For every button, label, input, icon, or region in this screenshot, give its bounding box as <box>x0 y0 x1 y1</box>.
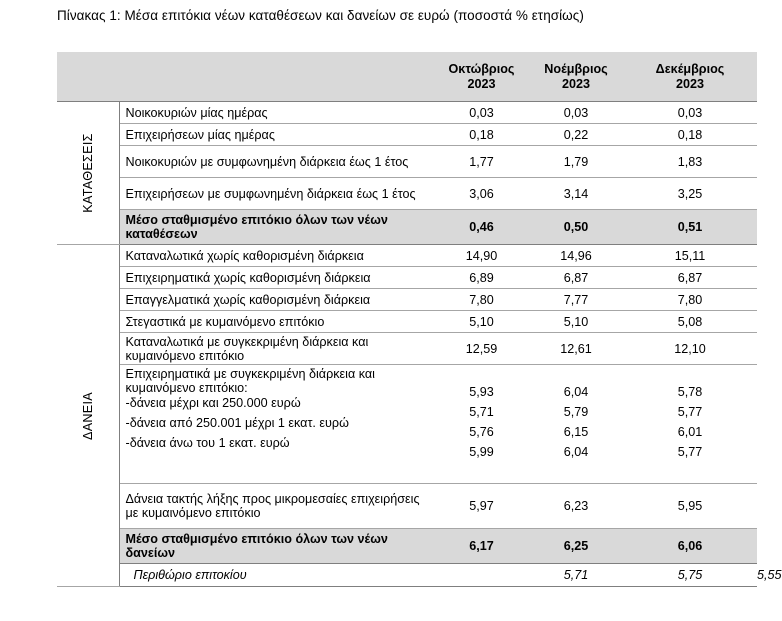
header-row <box>57 52 757 102</box>
cell-value: 6,06 <box>623 529 757 564</box>
cell-value: 5,77 <box>677 445 703 459</box>
block-values-october <box>434 365 529 484</box>
row-label: Περιθώριο επιτοκίου <box>119 564 529 587</box>
row-label: Νοικοκυριών μίας ημέρας <box>119 102 434 124</box>
cell-value: 6,01 <box>677 425 703 439</box>
cell-value: 6,87 <box>529 267 623 289</box>
cell-value: 6,23 <box>529 484 623 529</box>
cell-value: 5,76 <box>469 425 494 439</box>
cell-value: 14,96 <box>529 245 623 267</box>
cell-value: 5,79 <box>563 405 589 419</box>
row-label: Επιχειρηματικά χωρίς καθορισμένη διάρκεια <box>119 267 434 289</box>
row-label: Νοικοκυριών με συμφωνημένη διάρκεια έως 1 έτος <box>119 146 434 178</box>
cell-value: 5,10 <box>434 311 529 333</box>
cell-value: 5,93 <box>469 385 494 399</box>
cell-value: 0,51 <box>623 210 757 245</box>
rates-table <box>57 52 782 587</box>
table-row <box>57 484 757 529</box>
table-row <box>57 245 757 267</box>
table-row <box>57 311 757 333</box>
row-label: Καταναλωτικά με συγκεκριμένη διάρκεια και κυμαινόμενο επιτόκιο <box>119 333 434 365</box>
cell-value: 6,25 <box>529 529 623 564</box>
row-label: Καταναλωτικά χωρίς καθορισμένη διάρκεια <box>119 245 434 267</box>
section-label-loans: ΔΑΝΕΙΑ <box>57 245 119 587</box>
cell-value: 1,83 <box>623 146 757 178</box>
row-label: Επιχειρήσεων μίας ημέρας <box>119 124 434 146</box>
cell-value: 0,03 <box>623 102 757 124</box>
cell-value: 7,80 <box>623 289 757 311</box>
column-header-november: Νοέμβριος 2023 <box>529 52 623 102</box>
table-row <box>57 124 757 146</box>
cell-value: 15,11 <box>623 245 757 267</box>
cell-value: 0,03 <box>529 102 623 124</box>
cell-value: 6,04 <box>563 385 589 399</box>
cell-value: 7,77 <box>529 289 623 311</box>
cell-value: 5,75 <box>623 564 757 587</box>
cell-value: 3,14 <box>529 178 623 210</box>
block-values-december <box>623 365 757 484</box>
cell-value: 5,71 <box>469 405 494 419</box>
cell-value: 12,59 <box>434 333 529 365</box>
sub-row-label: -δάνεια από 250.001 μέχρι 1 εκατ. ευρώ <box>125 416 349 430</box>
cell-value: 12,61 <box>529 333 623 365</box>
sub-row-label: -δάνεια μέχρι και 250.000 ευρώ <box>125 396 301 410</box>
cell-value: 0,50 <box>529 210 623 245</box>
cell-value: 5,71 <box>529 564 623 587</box>
cell-value: 5,08 <box>623 311 757 333</box>
cell-value: 1,79 <box>529 146 623 178</box>
cell-value: 14,90 <box>434 245 529 267</box>
row-label: Στεγαστικά με κυμαινόμενο επιτόκιο <box>119 311 434 333</box>
cell-value: 3,25 <box>623 178 757 210</box>
average-row-deposits <box>57 210 757 245</box>
business-loans-block <box>57 365 757 484</box>
table-row <box>57 333 757 365</box>
cell-value: 0,46 <box>434 210 529 245</box>
block-labels <box>119 365 434 484</box>
interest-margin-row: Περιθώριο επιτοκίου 5,71 5,75 5,55 <box>57 564 757 587</box>
cell-value: 5,78 <box>677 385 703 399</box>
cell-value: 0,18 <box>623 124 757 146</box>
row-label: Επαγγελματικά χωρίς καθορισμένη διάρκεια <box>119 289 434 311</box>
cell-value: 7,80 <box>434 289 529 311</box>
column-header-december: Δεκέμβριος 2023 <box>623 52 757 102</box>
cell-value: 5,99 <box>469 445 494 459</box>
sub-row-label: -δάνεια άνω του 1 εκατ. ευρώ <box>125 436 290 450</box>
row-label: Δάνεια τακτής λήξης προς μικρομεσαίες επιχειρήσεις με κυμαινόμενο επιτόκιο <box>119 484 434 529</box>
cell-value: 6,89 <box>434 267 529 289</box>
block-values-november <box>529 365 623 484</box>
cell-value: 5,77 <box>677 405 703 419</box>
average-row-loans <box>57 529 757 564</box>
table-row <box>57 146 757 178</box>
table-row <box>57 178 757 210</box>
cell-value: 0,22 <box>529 124 623 146</box>
cell-value: 5,95 <box>623 484 757 529</box>
cell-value: 1,77 <box>434 146 529 178</box>
row-label: Μέσο σταθμισμένο επιτόκιο όλων των νέων καταθέσεων <box>119 210 434 245</box>
table-title: Πίνακας 1: Μέσα επιτόκια νέων καταθέσεων και δανείων σε ευρώ (ποσοστά % ετησίως) <box>57 8 584 23</box>
table-row <box>57 102 757 124</box>
cell-value: 3,06 <box>434 178 529 210</box>
cell-value: 5,97 <box>434 484 529 529</box>
cell-value: 12,10 <box>623 333 757 365</box>
table-row <box>57 289 757 311</box>
cell-value: 6,15 <box>563 425 589 439</box>
table-row <box>57 267 757 289</box>
row-label: Επιχειρηματικά με συγκεκριμένη διάρκεια και κυμαινόμενο επιτόκιο: <box>125 367 375 395</box>
cell-value: 0,03 <box>434 102 529 124</box>
column-header-october: Οκτώβριος 2023 <box>434 52 529 102</box>
cell-value: 5,10 <box>529 311 623 333</box>
row-label: Μέσο σταθμισμένο επιτόκιο όλων των νέων δανείων <box>119 529 434 564</box>
cell-value: 6,17 <box>434 529 529 564</box>
section-label-deposits: ΚΑΤΑΘΕΣΕΙΣ <box>57 102 119 245</box>
cell-value: 0,18 <box>434 124 529 146</box>
cell-value: 6,87 <box>623 267 757 289</box>
cell-value: 6,04 <box>563 445 589 459</box>
row-label: Επιχειρήσεων με συμφωνημένη διάρκεια έως 1 έτος <box>119 178 434 210</box>
